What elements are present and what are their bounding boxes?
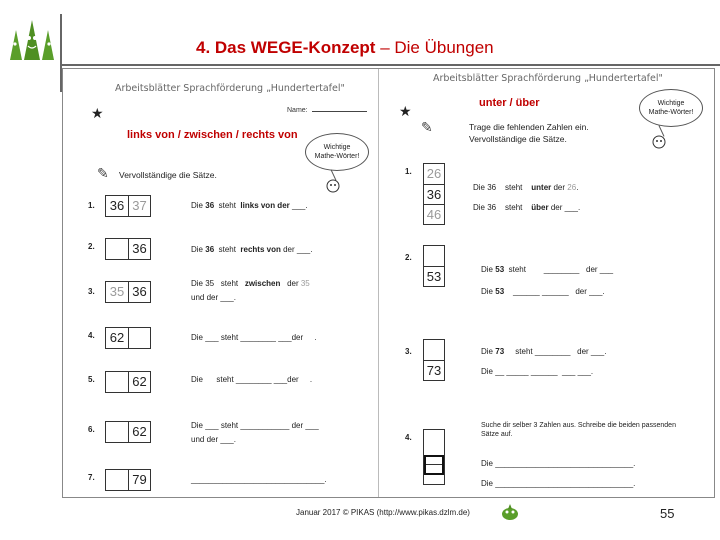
sentence	[481, 347, 606, 356]
worksheet-header: Arbeitsblätter Sprachförderung „Hundertertafel"	[433, 73, 663, 84]
star-icon: ★	[91, 105, 104, 121]
grid-cell	[128, 328, 150, 348]
word: Die 36	[473, 183, 497, 192]
sentence	[191, 279, 310, 288]
blank: ___.	[292, 201, 308, 210]
blank: ______ ______	[513, 287, 569, 296]
pencil-icon: ✎	[97, 165, 109, 181]
grid-cell: 36	[109, 198, 125, 213]
word: .	[314, 333, 317, 342]
monster-icon	[651, 133, 667, 149]
number-column	[423, 245, 445, 287]
grid-cell: 53	[424, 266, 444, 286]
number-grid	[105, 238, 151, 260]
highlight-square	[424, 455, 444, 475]
word: Die	[481, 287, 494, 296]
word: ___ steht ________	[205, 333, 276, 342]
sentence	[473, 203, 580, 212]
word: steht	[218, 201, 236, 210]
exercise-number: 4.	[405, 433, 412, 442]
grid-cell	[424, 340, 444, 360]
word: ___der	[273, 375, 299, 384]
speech-bubble: Wichtige Mathe-Wörter!	[639, 89, 703, 127]
exercise-number: 6.	[88, 425, 95, 434]
exercise-number: 3.	[405, 347, 412, 356]
star-icon: ★	[399, 103, 412, 119]
exercise-number: 1.	[405, 167, 412, 176]
word: steht	[220, 279, 239, 288]
task-instruction: Vervollständige die Sätze.	[119, 170, 217, 180]
word: 73	[495, 347, 505, 356]
exercise-number: 5.	[88, 375, 95, 384]
monster-logo-icon	[6, 16, 58, 62]
sentence	[481, 479, 635, 488]
word: steht	[505, 203, 523, 212]
sentence	[191, 333, 317, 342]
number-grid	[105, 421, 151, 443]
word: und der	[191, 293, 219, 302]
word: Die	[481, 265, 494, 274]
word: der	[550, 203, 563, 212]
exercise-note: Suche dir selber 3 Zahlen aus. Schreibe die beiden passenden Sätze auf.	[481, 422, 676, 438]
word: der ___.	[577, 347, 607, 356]
worksheet-topic: links von / zwischen / rechts von	[127, 129, 298, 141]
word: Die	[481, 459, 494, 468]
word: der ___	[586, 265, 614, 274]
blank: ___.	[220, 293, 236, 302]
number-grid	[105, 195, 151, 217]
word: der ___	[291, 421, 319, 430]
grid-cell: 62	[128, 422, 150, 442]
grid-cell: 35	[109, 284, 125, 299]
word: steht ________	[515, 347, 571, 356]
blank: ______________________________.	[191, 475, 327, 484]
word: steht	[218, 245, 236, 254]
blank: ___ ___.	[562, 367, 594, 376]
word: 36	[205, 245, 215, 254]
grid-cell: 46	[424, 204, 444, 224]
number-grid	[105, 327, 151, 349]
word: der ___.	[575, 287, 605, 296]
number-grid	[105, 281, 151, 303]
word: Die	[191, 375, 204, 384]
word: .	[309, 375, 313, 384]
sentence	[481, 265, 613, 274]
blank: ___.	[220, 435, 236, 444]
word: Die	[481, 367, 494, 376]
word: Die 35	[191, 279, 215, 288]
worksheet-left	[63, 69, 379, 497]
word: Die	[481, 347, 494, 356]
sentence	[481, 459, 635, 468]
sentence	[191, 421, 319, 430]
number-column	[423, 163, 445, 225]
word: steht	[508, 265, 526, 274]
speech-bubble: Wichtige Mathe-Wörter!	[305, 133, 369, 171]
blank: _______________________________.	[495, 479, 636, 488]
page-number: 55	[660, 506, 675, 521]
blank: ________	[543, 265, 580, 274]
grid-cell: 79	[128, 470, 150, 490]
sentence	[481, 287, 605, 296]
word: der	[287, 279, 299, 288]
word: steht ________	[216, 375, 272, 384]
sentence	[191, 201, 308, 210]
sentence	[191, 435, 236, 444]
number-column	[423, 339, 445, 381]
monster-icon	[325, 177, 341, 193]
exercise-number: 4.	[88, 331, 95, 340]
exercise-number: 3.	[88, 287, 95, 296]
word: und der	[191, 435, 219, 444]
sentence	[473, 183, 578, 192]
word: 53	[495, 287, 505, 296]
grid-cell	[106, 372, 128, 392]
divider-horizontal	[60, 64, 720, 66]
exercise-number: 7.	[88, 473, 95, 482]
name-field: Name:	[287, 107, 367, 114]
word: unter	[531, 183, 552, 192]
word: 36	[205, 201, 215, 210]
blank: __ _____ ______	[495, 367, 558, 376]
worksheet-right	[381, 69, 714, 497]
word: 26	[567, 183, 577, 192]
grid-cell: 36	[128, 282, 150, 302]
grid-cell	[106, 422, 128, 442]
word: Die	[191, 245, 204, 254]
word: Die	[481, 479, 494, 488]
grid-cell: 36	[128, 239, 150, 259]
word: Die	[191, 201, 204, 210]
word: steht ___________	[220, 421, 290, 430]
exercise-number: 2.	[88, 242, 95, 251]
blank: _______________________________.	[495, 459, 636, 468]
sentence	[191, 475, 327, 484]
worksheet-topic: unter / über	[479, 97, 540, 109]
sentence	[191, 293, 236, 302]
grid-cell	[106, 239, 128, 259]
word: 35	[300, 279, 310, 288]
word: zwischen	[244, 279, 281, 288]
exercise-number: 1.	[88, 201, 95, 210]
word: rechts von	[240, 245, 281, 254]
word: über	[531, 203, 549, 212]
sentence	[191, 375, 312, 384]
pencil-icon: ✎	[421, 119, 433, 135]
word: links von der	[240, 201, 290, 210]
sentence	[191, 245, 312, 254]
word: Die ___	[191, 421, 219, 430]
number-grid	[105, 469, 151, 491]
slide-title: 4. Das WEGE-Konzept – Die Übungen	[196, 38, 494, 57]
exercise-number: 2.	[405, 253, 412, 262]
word: ___der	[278, 333, 304, 342]
word: Die	[191, 333, 204, 342]
word: der ___.	[283, 245, 313, 254]
footer-text: Januar 2017 © PIKAS (http://www.pikas.dzlm.de)	[296, 508, 470, 517]
worksheets-frame	[62, 68, 715, 498]
grid-cell: 62	[109, 330, 125, 345]
blank: ___.	[564, 203, 581, 212]
word: 53	[495, 265, 505, 274]
grid-cell: 36	[424, 184, 444, 204]
word: Die 36	[473, 203, 497, 212]
grid-cell: 73	[424, 360, 444, 380]
number-grid	[105, 371, 151, 393]
word: .	[576, 183, 579, 192]
grid-cell	[424, 246, 444, 266]
task-instruction: Trage die fehlenden Zahlen ein. Vervollständige die Sätze.	[469, 122, 589, 144]
grid-cell	[106, 470, 128, 490]
word: steht	[505, 183, 523, 192]
grid-cell: 26	[426, 166, 442, 181]
monster-logo-icon	[500, 502, 520, 522]
sentence	[481, 367, 593, 376]
word: der	[553, 183, 566, 192]
worksheet-header: Arbeitsblätter Sprachförderung „Hundertertafel"	[115, 83, 345, 94]
grid-cell: 37	[128, 196, 150, 216]
grid-cell: 62	[128, 372, 150, 392]
